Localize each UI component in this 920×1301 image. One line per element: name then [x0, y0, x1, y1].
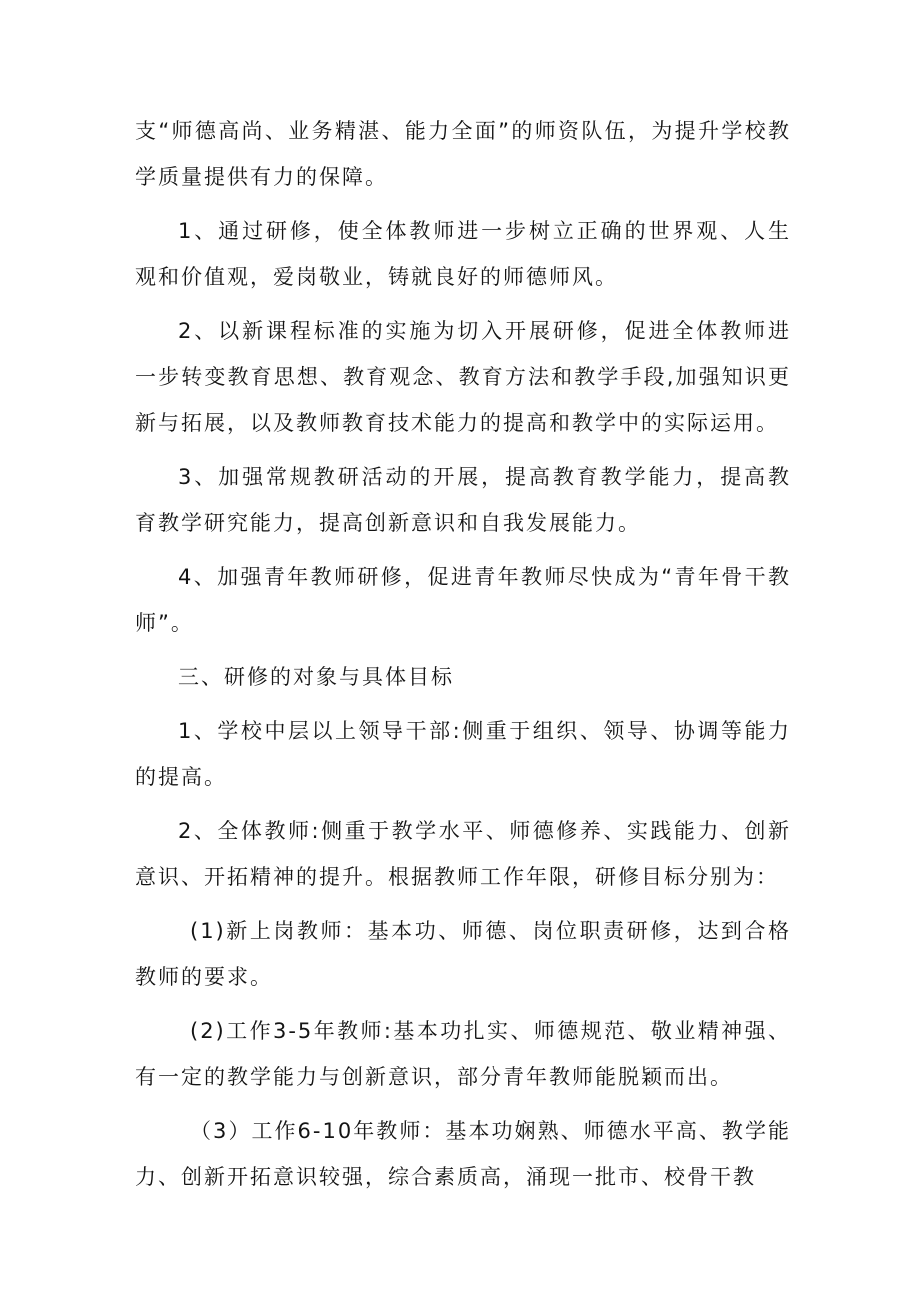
- paragraph-subitem-1: (1)新上岗教师：基本功、师德、岗位职责研修，达到合格教师的要求。: [135, 919, 791, 989]
- section-heading: 三、研修的对象与具体目标: [178, 665, 454, 689]
- paragraph-continuation: 支“师德高尚、业务精湛、能力全面”的师资队伍，为提升学校教学质量提供有力的保障。: [135, 119, 791, 189]
- paragraph-subitem-2: (2)工作3-5年教师:基本功扎实、师德规范、敬业精神强、有一定的教学能力与创新意识，部分青年教师能脱颖而出。: [135, 1019, 791, 1089]
- paragraph-target-2: 2、全体教师:侧重于教学水平、师德修养、实践能力、创新意识、开拓精神的提升。根据教师工作年限，研修目标分别为：: [135, 819, 791, 889]
- paragraph-goal-1: 1、通过研修，使全体教师进一步树立正确的世界观、人生观和价值观，爱岗敬业，铸就良好的师德师风。: [135, 219, 791, 289]
- paragraph-goal-4: 4、加强青年教师研修，促进青年教师尽快成为“青年骨干教师”。: [135, 565, 791, 635]
- paragraph-target-1: 1、学校中层以上领导干部:侧重于组织、领导、协调等能力的提高。: [135, 719, 791, 789]
- document-body: [135, 108, 791, 1200]
- paragraph-goal-2: 2、以新课程标准的实施为切入开展研修，促进全体教师进一步转变教育思想、教育观念、教育方法和教学手段,加强知识更新与拓展，以及教师教育技术能力的提高和教学中的实际运用。: [135, 319, 791, 435]
- paragraph-subitem-3: （3）工作6-10年教师：基本功娴熟、师德水平高、教学能力、创新开拓意识较强，综合素质高，涌现一批市、校骨干教: [135, 1119, 791, 1189]
- paragraph-goal-3: 3、加强常规教研活动的开展，提高教育教学能力，提高教育教学研究能力，提高创新意识和自我发展能力。: [135, 465, 791, 535]
